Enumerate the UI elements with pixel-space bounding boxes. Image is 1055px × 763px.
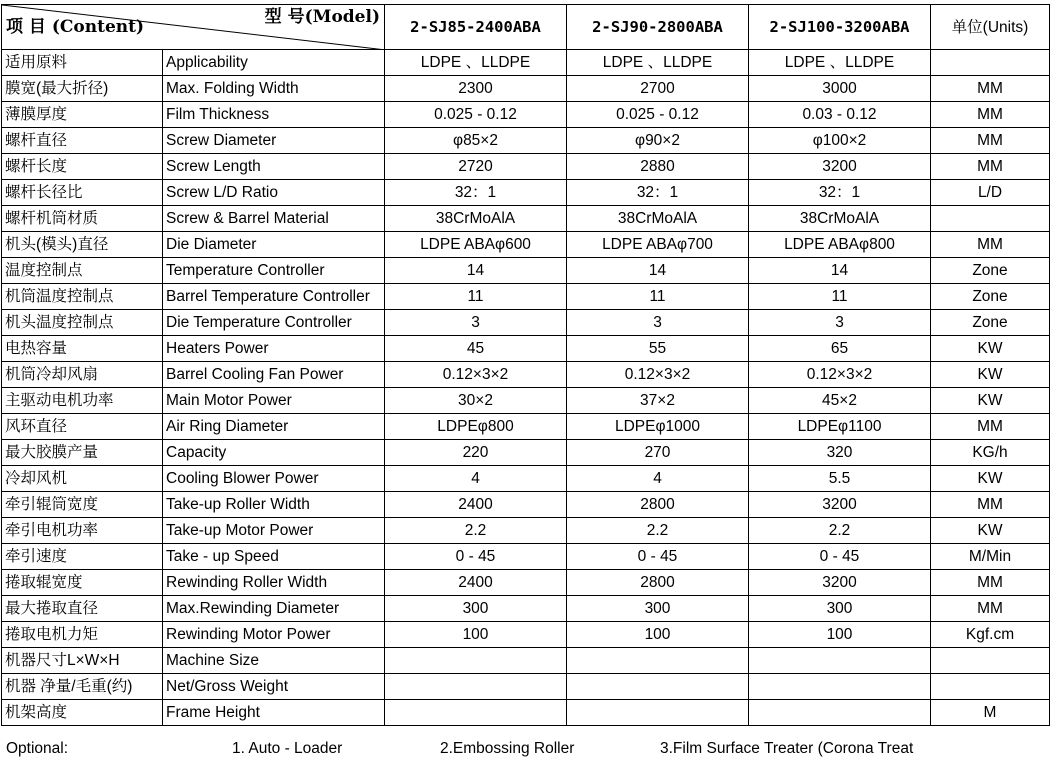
param-name-en: Die Diameter (163, 232, 385, 258)
param-name-en: Die Temperature Controller (163, 310, 385, 336)
value-model-1: 220 (385, 440, 567, 466)
value-model-2: 4 (567, 466, 749, 492)
table-row (2, 544, 1050, 570)
value-model-2: 2880 (567, 154, 749, 180)
value-model-1: 30×2 (385, 388, 567, 414)
value-model-1: 11 (385, 284, 567, 310)
table-row (2, 102, 1050, 128)
param-name-en: Temperature Controller (163, 258, 385, 284)
spec-table-body (2, 5, 1050, 726)
param-name-en: Air Ring Diameter (163, 414, 385, 440)
value-model-3: 3000 (749, 76, 931, 102)
value-model-1: 2720 (385, 154, 567, 180)
unit-cell (931, 674, 1050, 700)
table-row (2, 518, 1050, 544)
table-row (2, 310, 1050, 336)
param-name-en: Take-up Roller Width (163, 492, 385, 518)
value-model-2: 14 (567, 258, 749, 284)
value-model-1 (385, 674, 567, 700)
param-name-en: Max.Rewinding Diameter (163, 596, 385, 622)
value-model-3: LDPEφ1100 (749, 414, 931, 440)
value-model-2: φ90×2 (567, 128, 749, 154)
param-name-zh: 风环直径 (2, 414, 163, 440)
param-name-en: Barrel Cooling Fan Power (163, 362, 385, 388)
value-model-1: 2300 (385, 76, 567, 102)
value-model-3: 14 (749, 258, 931, 284)
value-model-1: 100 (385, 622, 567, 648)
content-model-header-cell (2, 5, 385, 50)
param-name-zh: 捲取辊宽度 (2, 570, 163, 596)
value-model-3: 3200 (749, 492, 931, 518)
param-name-zh: 温度控制点 (2, 258, 163, 284)
value-model-3: 2.2 (749, 518, 931, 544)
value-model-1: 3 (385, 310, 567, 336)
value-model-2: LDPEφ1000 (567, 414, 749, 440)
unit-cell: MM (931, 128, 1050, 154)
value-model-1: φ85×2 (385, 128, 567, 154)
value-model-1: 0.12×3×2 (385, 362, 567, 388)
param-name-zh: 机器 净量/毛重(约) (2, 674, 163, 700)
value-model-2: 2800 (567, 570, 749, 596)
table-row (2, 414, 1050, 440)
value-model-2: 270 (567, 440, 749, 466)
table-row (2, 76, 1050, 102)
value-model-1: LDPE ABAφ600 (385, 232, 567, 258)
param-name-en: Screw & Barrel Material (163, 206, 385, 232)
param-name-zh: 机头(模头)直径 (2, 232, 163, 258)
unit-cell: MM (931, 570, 1050, 596)
unit-cell: Kgf.cm (931, 622, 1050, 648)
value-model-1: LDPEφ800 (385, 414, 567, 440)
value-model-3: LDPE 、LLDPE (749, 50, 931, 76)
value-model-3: 0.03 - 0.12 (749, 102, 931, 128)
value-model-1: 4 (385, 466, 567, 492)
value-model-2: 55 (567, 336, 749, 362)
param-name-en: Net/Gross Weight (163, 674, 385, 700)
unit-cell (931, 648, 1050, 674)
value-model-3: 45×2 (749, 388, 931, 414)
param-name-zh: 牵引电机功率 (2, 518, 163, 544)
param-name-en: Take-up Motor Power (163, 518, 385, 544)
unit-cell (931, 206, 1050, 232)
value-model-3: φ100×2 (749, 128, 931, 154)
param-name-en: Screw Diameter (163, 128, 385, 154)
param-name-en: Barrel Temperature Controller (163, 284, 385, 310)
value-model-3: 100 (749, 622, 931, 648)
unit-cell: KG/h (931, 440, 1050, 466)
header-row (2, 5, 1050, 50)
param-name-zh: 螺杆机筒材质 (2, 206, 163, 232)
table-row (2, 622, 1050, 648)
unit-cell: MM (931, 492, 1050, 518)
value-model-2: LDPE ABAφ700 (567, 232, 749, 258)
param-name-en: Machine Size (163, 648, 385, 674)
value-model-3: 0.12×3×2 (749, 362, 931, 388)
value-model-1: LDPE 、LLDPE (385, 50, 567, 76)
value-model-1: 32：1 (385, 180, 567, 206)
value-model-2 (567, 674, 749, 700)
table-row (2, 440, 1050, 466)
value-model-1: 0 - 45 (385, 544, 567, 570)
value-model-1: 14 (385, 258, 567, 284)
value-model-3: LDPE ABAφ800 (749, 232, 931, 258)
model-header-2: 2-SJ90-2800ABA (567, 5, 749, 50)
param-name-en: Screw L/D Ratio (163, 180, 385, 206)
optional-item-1: 1. Auto - Loader (232, 740, 343, 757)
table-row (2, 180, 1050, 206)
unit-cell: M/Min (931, 544, 1050, 570)
param-name-en: Capacity (163, 440, 385, 466)
value-model-1: 2400 (385, 492, 567, 518)
value-model-1: 2.2 (385, 518, 567, 544)
value-model-2: 300 (567, 596, 749, 622)
param-name-en: Applicability (163, 50, 385, 76)
param-name-en: Film Thickness (163, 102, 385, 128)
param-name-en: Max. Folding Width (163, 76, 385, 102)
param-name-zh: 机筒冷却风扇 (2, 362, 163, 388)
value-model-1 (385, 648, 567, 674)
unit-cell: MM (931, 232, 1050, 258)
spec-table (1, 4, 1050, 726)
value-model-2 (567, 700, 749, 726)
table-row (2, 232, 1050, 258)
param-name-zh: 牵引辊筒宽度 (2, 492, 163, 518)
unit-cell: M (931, 700, 1050, 726)
value-model-1 (385, 700, 567, 726)
table-row (2, 128, 1050, 154)
value-model-3: 11 (749, 284, 931, 310)
param-name-en: Heaters Power (163, 336, 385, 362)
value-model-3: 320 (749, 440, 931, 466)
value-model-3 (749, 674, 931, 700)
unit-cell: KW (931, 336, 1050, 362)
table-row (2, 596, 1050, 622)
value-model-2: 37×2 (567, 388, 749, 414)
param-name-zh: 螺杆直径 (2, 128, 163, 154)
table-row (2, 258, 1050, 284)
param-name-zh: 牵引速度 (2, 544, 163, 570)
param-name-zh: 机头温度控制点 (2, 310, 163, 336)
param-name-en: Rewinding Roller Width (163, 570, 385, 596)
unit-cell: KW (931, 388, 1050, 414)
unit-cell: KW (931, 518, 1050, 544)
model-header-1: 2-SJ85-2400ABA (385, 5, 567, 50)
param-name-zh: 捲取电机力矩 (2, 622, 163, 648)
param-name-zh: 机架高度 (2, 700, 163, 726)
value-model-3: 3200 (749, 154, 931, 180)
param-name-en: Rewinding Motor Power (163, 622, 385, 648)
model-label: 型 号(Model) (264, 7, 380, 27)
param-name-zh: 电热容量 (2, 336, 163, 362)
model-header-3: 2-SJ100-3200ABA (749, 5, 931, 50)
table-row (2, 284, 1050, 310)
value-model-3 (749, 700, 931, 726)
unit-cell (931, 50, 1050, 76)
unit-cell: MM (931, 102, 1050, 128)
value-model-2: 0.12×3×2 (567, 362, 749, 388)
value-model-1: 2400 (385, 570, 567, 596)
value-model-2: 3 (567, 310, 749, 336)
value-model-3 (749, 648, 931, 674)
value-model-3: 32：1 (749, 180, 931, 206)
param-name-zh: 机器尺寸L×W×H (2, 648, 163, 674)
table-row (2, 206, 1050, 232)
value-model-2: 0 - 45 (567, 544, 749, 570)
table-row (2, 154, 1050, 180)
param-name-zh: 最大胶膜产量 (2, 440, 163, 466)
param-name-en: Frame Height (163, 700, 385, 726)
value-model-3: 38CrMoAlA (749, 206, 931, 232)
param-name-zh: 螺杆长度 (2, 154, 163, 180)
table-row (2, 700, 1050, 726)
param-name-zh: 螺杆长径比 (2, 180, 163, 206)
param-name-en: Take - up Speed (163, 544, 385, 570)
value-model-3: 3 (749, 310, 931, 336)
value-model-2: 32：1 (567, 180, 749, 206)
table-row (2, 336, 1050, 362)
units-header: 单位(Units) (931, 5, 1050, 50)
table-row (2, 362, 1050, 388)
value-model-2: LDPE 、LLDPE (567, 50, 749, 76)
value-model-2 (567, 648, 749, 674)
unit-cell: Zone (931, 258, 1050, 284)
value-model-1: 0.025 - 0.12 (385, 102, 567, 128)
param-name-zh: 冷却风机 (2, 466, 163, 492)
optional-footer (6, 738, 930, 760)
param-name-zh: 适用原料 (2, 50, 163, 76)
value-model-2: 2.2 (567, 518, 749, 544)
unit-cell: Zone (931, 310, 1050, 336)
param-name-zh: 主驱动电机功率 (2, 388, 163, 414)
unit-cell: MM (931, 596, 1050, 622)
param-name-zh: 最大捲取直径 (2, 596, 163, 622)
param-name-zh: 薄膜厚度 (2, 102, 163, 128)
value-model-1: 38CrMoAlA (385, 206, 567, 232)
table-row (2, 492, 1050, 518)
value-model-3: 5.5 (749, 466, 931, 492)
unit-cell: MM (931, 76, 1050, 102)
value-model-3: 300 (749, 596, 931, 622)
table-row (2, 648, 1050, 674)
table-row (2, 674, 1050, 700)
param-name-en: Main Motor Power (163, 388, 385, 414)
value-model-3: 0 - 45 (749, 544, 931, 570)
optional-item-2: 2.Embossing Roller (440, 740, 575, 757)
value-model-2: 0.025 - 0.12 (567, 102, 749, 128)
param-name-en: Screw Length (163, 154, 385, 180)
value-model-3: 3200 (749, 570, 931, 596)
value-model-1: 300 (385, 596, 567, 622)
unit-cell: MM (931, 414, 1050, 440)
value-model-2: 2700 (567, 76, 749, 102)
param-name-zh: 机筒温度控制点 (2, 284, 163, 310)
table-row (2, 466, 1050, 492)
unit-cell: MM (931, 154, 1050, 180)
table-row (2, 570, 1050, 596)
param-name-zh: 膜宽(最大折径) (2, 76, 163, 102)
optional-item-3: 3.Film Surface Treater (Corona Treat (660, 740, 914, 757)
value-model-2: 11 (567, 284, 749, 310)
value-model-1: 45 (385, 336, 567, 362)
optional-label: Optional: (6, 740, 69, 757)
table-row (2, 50, 1050, 76)
value-model-3: 65 (749, 336, 931, 362)
param-name-en: Cooling Blower Power (163, 466, 385, 492)
value-model-2: 2800 (567, 492, 749, 518)
value-model-2: 100 (567, 622, 749, 648)
unit-cell: KW (931, 362, 1050, 388)
unit-cell: Zone (931, 284, 1050, 310)
unit-cell: KW (931, 466, 1050, 492)
content-label: 项 目 (Content) (6, 17, 145, 37)
value-model-2: 38CrMoAlA (567, 206, 749, 232)
table-row (2, 388, 1050, 414)
unit-cell: L/D (931, 180, 1050, 206)
